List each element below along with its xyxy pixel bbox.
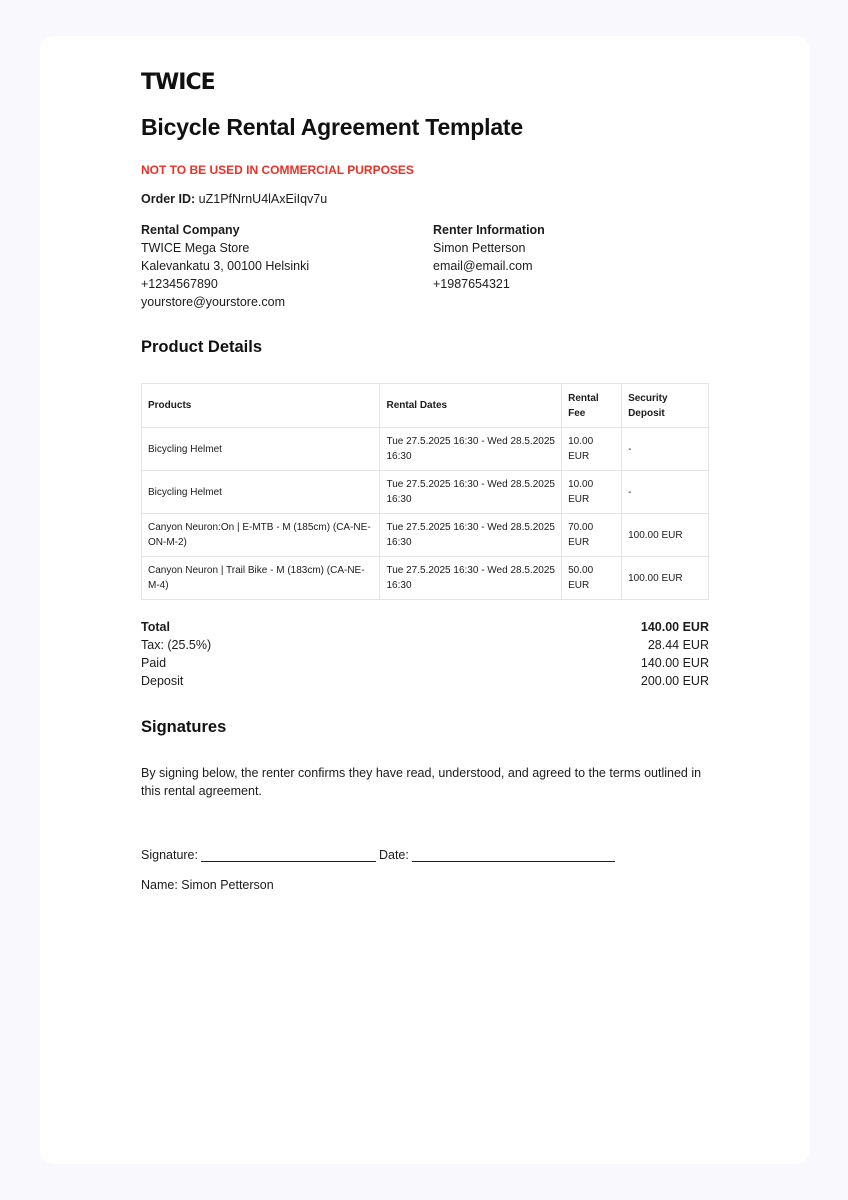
- signatures-statement: By signing below, the renter confirms they have read, understood, and agreed to the terms outlined in this rental agreement.: [141, 766, 702, 798]
- rental-dates-cell: Tue 27.5.2025 16:30 - Wed 28.5.2025 16:30: [380, 514, 562, 557]
- rental-dates-cell: Tue 27.5.2025 16:30 - Wed 28.5.2025 16:30: [380, 428, 562, 471]
- column-header-rental-dates: Rental Dates: [380, 384, 562, 428]
- date-blank-line: [412, 850, 615, 862]
- table-header-row: [142, 384, 709, 428]
- product-cell: Canyon Neuron | Trail Bike - M (183cm) (CA-NE-M-4): [142, 557, 380, 600]
- paid-row: [141, 654, 709, 672]
- rental-company-name: TWICE Mega Store: [141, 241, 250, 255]
- security-deposit-cell: -: [622, 428, 709, 471]
- table-row: [142, 471, 709, 514]
- rental-fee-cell: 10.00 EUR: [562, 471, 622, 514]
- document-content: [141, 70, 709, 892]
- product-cell: Canyon Neuron:On | E-MTB - M (185cm) (CA-NE-ON-M-2): [142, 514, 380, 557]
- rental-company-address: Kalevankatu 3, 00100 Helsinki: [141, 259, 310, 273]
- rental-fee-cell: 50.00 EUR: [562, 557, 622, 600]
- security-deposit-cell: 100.00 EUR: [622, 514, 709, 557]
- renter-name-line: Name: Simon Petterson: [141, 878, 274, 892]
- table-row: [142, 557, 709, 600]
- document-title: Bicycle Rental Agreement Template: [141, 114, 523, 140]
- commercial-warning: NOT TO BE USED IN COMMERCIAL PURPOSES: [141, 163, 414, 177]
- renter-phone: +1987654321: [433, 277, 510, 291]
- renter-info-block: [433, 221, 545, 311]
- rental-dates-cell: Tue 27.5.2025 16:30 - Wed 28.5.2025 16:30: [380, 471, 562, 514]
- rental-company-block: [141, 221, 433, 311]
- order-id-label: Order ID:: [141, 192, 196, 206]
- products-table: [141, 383, 709, 600]
- signature-blank-line: [201, 850, 376, 862]
- rental-company-phone: +1234567890: [141, 277, 218, 291]
- table-row: [142, 428, 709, 471]
- logo-text: TWICE: [141, 69, 215, 95]
- security-deposit-cell: 100.00 EUR: [622, 557, 709, 600]
- totals-section: [141, 618, 709, 690]
- product-cell: Bicycling Helmet: [142, 471, 380, 514]
- deposit-value: 200.00 EUR: [640, 674, 709, 688]
- column-header-rental-fee: Rental Fee: [562, 384, 622, 428]
- signatures-heading: Signatures: [141, 718, 227, 736]
- security-deposit-cell: -: [622, 471, 709, 514]
- document-page: [40, 36, 810, 1164]
- rental-fee-cell: 70.00 EUR: [562, 514, 622, 557]
- twice-logo: [141, 70, 709, 94]
- total-label: Total: [141, 620, 170, 634]
- order-id-value: uZ1PfNrnU4lAxEiIqv7u: [198, 192, 328, 206]
- paid-value: 140.00 EUR: [640, 656, 709, 670]
- rental-company-heading: Rental Company: [141, 223, 240, 237]
- renter-name: Simon Petterson: [433, 241, 526, 255]
- tax-row: [141, 636, 709, 654]
- tax-label: Tax: (25.5%): [141, 638, 212, 652]
- column-header-products: Products: [142, 384, 380, 428]
- table-row: [142, 514, 709, 557]
- renter-email: email@email.com: [433, 259, 533, 273]
- signature-date-line: [141, 848, 709, 862]
- order-id-line: [141, 192, 709, 206]
- renter-info-heading: Renter Information: [433, 223, 545, 237]
- paid-label: Paid: [141, 656, 167, 670]
- rental-dates-cell: Tue 27.5.2025 16:30 - Wed 28.5.2025 16:30: [380, 557, 562, 600]
- deposit-label: Deposit: [141, 674, 184, 688]
- signature-label: Signature:: [141, 848, 198, 862]
- rental-company-email: yourstore@yourstore.com: [141, 295, 285, 309]
- rental-fee-cell: 10.00 EUR: [562, 428, 622, 471]
- product-cell: Bicycling Helmet: [142, 428, 380, 471]
- date-label: Date:: [378, 848, 409, 862]
- deposit-row: [141, 672, 709, 690]
- total-row: [141, 618, 709, 636]
- tax-value: 28.44 EUR: [647, 638, 709, 652]
- product-details-heading: Product Details: [141, 338, 263, 356]
- parties-section: [141, 221, 709, 311]
- total-value: 140.00 EUR: [640, 620, 709, 634]
- column-header-security-deposit: Security Deposit: [622, 384, 709, 428]
